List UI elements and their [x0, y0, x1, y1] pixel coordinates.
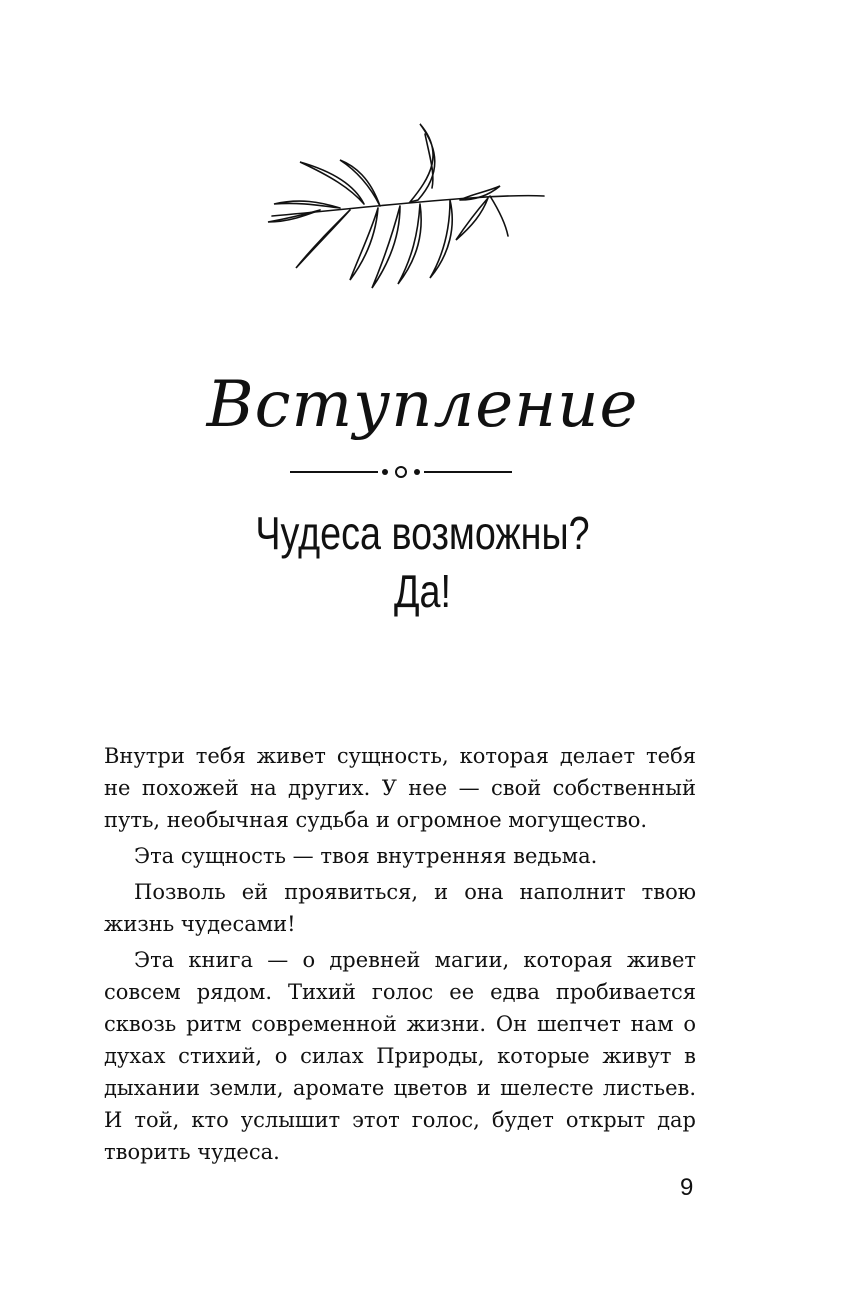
subtitle-line-1: Чудеса возможны?	[255, 507, 590, 559]
paragraph-4: Эта книга — о древней магии, которая живет совсем рядом. Тихий голос ее едва пробивается сквозь ритм современной жизни. Он шепчет нам о духах стихий, о силах Природы, которые живут в дыхании земли, аромате цветов и шелесте листьев. И той, кто услышит этот голос, будет открыт дар творить чудеса.	[104, 948, 696, 1164]
paragraph-3: Позволь ей проявиться, и она наполнит твою жизнь чудесами!	[104, 880, 696, 936]
paragraph-2: Эта сущность — твоя внутренняя ведьма.	[134, 844, 598, 868]
subtitle-line-2: Да!	[393, 565, 452, 617]
paragraph-1: Внутри тебя живет сущность, которая делает тебя не похожей на других. У нее — свой собственный путь, необычная судьба и огромное могущество.	[104, 744, 696, 832]
body-text	[104, 740, 696, 1172]
ornamental-divider	[290, 462, 512, 482]
page-number: 9	[680, 1174, 694, 1201]
chapter-heading: Вступление	[206, 368, 639, 442]
chapter-subtitle	[76, 504, 769, 620]
willow-branch-illustration	[260, 118, 560, 298]
